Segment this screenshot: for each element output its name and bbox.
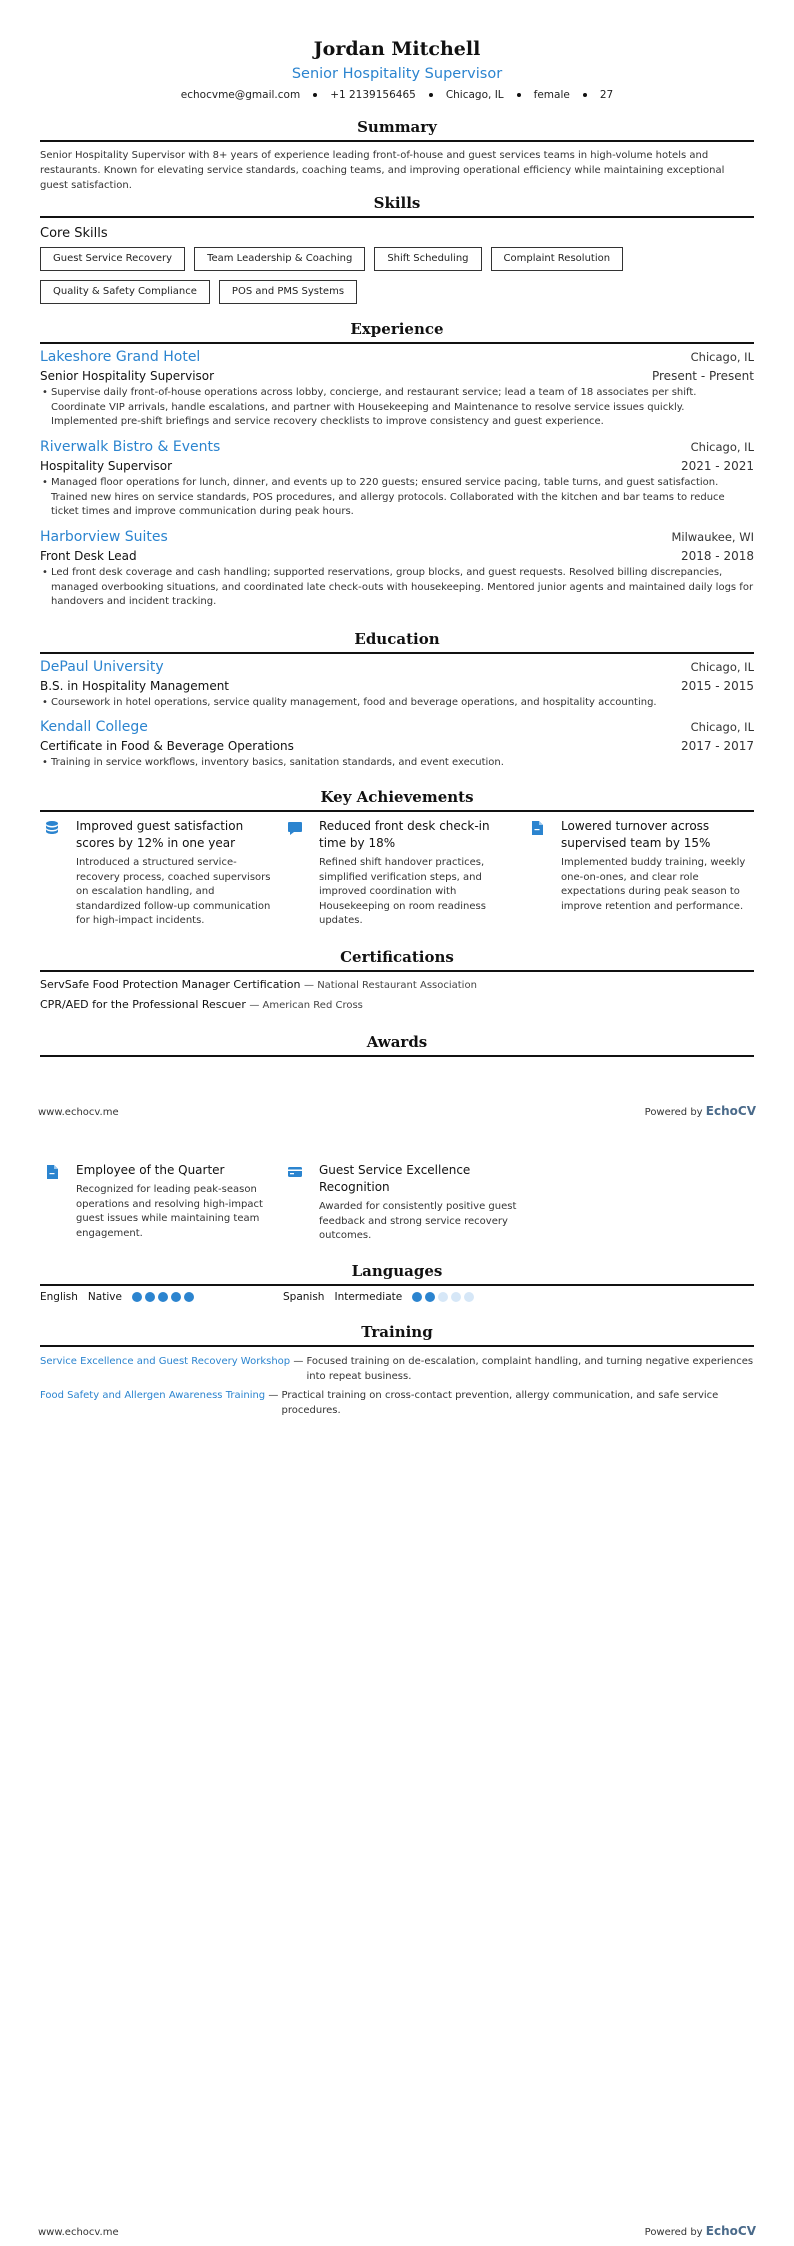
rating-dot-filled [132,1292,142,1302]
rating-dot-empty [464,1292,474,1302]
rating-dot-filled [171,1292,181,1302]
skills-group-label: Core Skills [40,226,108,241]
section-heading: Education [40,630,754,654]
contact-gender: female [533,89,570,101]
rating-dot-filled [184,1292,194,1302]
candidate-title: Senior Hospitality Supervisor [291,66,503,82]
employer-location: Chicago, IL [690,350,754,364]
rating-dot-filled [158,1292,168,1302]
card-icon [287,1164,303,1180]
job-role: Senior Hospitality Supervisor [40,369,215,383]
employer-location: Chicago, IL [690,440,754,454]
awards-section [40,1033,754,1057]
rating-dot-filled [412,1292,422,1302]
job-bullet: • Managed floor operations for lunch, dinner, and events up to 220 guests; ensured service pacing, table turns, and guest satisfaction. Trained new hires on service standards, POS procedures, and allergy protocols. Collaborated with the kitchen and bar teams to reduce ticket times and improve communication during peak hours. [40,476,754,520]
language-level: Native [87,1291,122,1303]
separator-dot [429,93,433,97]
job-bullet: • Supervise daily front-of-house operations across lobby, concierge, and restaurant service; lead a team of 18 associates per shift. Coordinate VIP arrivals, handle escalations, and partner with Housekeeping and Maintenance to resolve service issues quickly. Implemented pre-shift briefings and service recovery checklists to improve consistency and guest experience. [40,386,754,430]
language-rating [412,1292,474,1302]
achievements-section [40,788,754,938]
skill-tag: Quality & Safety Compliance [40,280,210,304]
achievement-text: Refined shift handover practices, simplified verification steps, and improved coordination with Housekeeping on room readiness updates. [319,857,486,926]
job-bullet-text: Led front desk coverage and cash handling; supported reservations, group blocks, and guest requests. Resolved billing discrepancies, managed overbooking situations, and coordinated late check-outs with housekeeping. Mentored junior agents and maintained daily logs for handovers and incident tracking. [51,567,754,607]
rating-dot-filled [425,1292,435,1302]
school-location: Chicago, IL [690,660,754,674]
section-heading: Key Achievements [40,788,754,812]
training-text: Practical training on cross-contact prevention, allergy communication, and safe service procedures. [281,1390,719,1416]
summary-text: Senior Hospitality Supervisor with 8+ years of experience leading front-of-house and guest services teams in high-volume hotels and restaurants. Known for elevating service standards, coaching teams, and improving operational efficiency while maintaining exceptional guest satisfaction. [40,150,725,191]
skill-tag: Team Leadership & Coaching [194,247,365,271]
section-heading: Certifications [40,948,754,972]
section-heading: Awards [40,1033,754,1057]
skills-tag-list [40,247,640,304]
section-heading: Experience [40,320,754,344]
training-text: Focused training on de-escalation, complaint handling, and turning negative experiences into repeat business. [306,1356,754,1382]
training-item: Food Safety and Allergen Awareness Training — Practical training on cross-contact prevention, allergy communication, and safe service procedures. [40,1388,754,1418]
summary-section [40,118,754,193]
language-item [283,1291,474,1303]
employer-name: Harborview Suites [40,529,168,545]
languages-section [40,1262,754,1312]
certification-name: ServSafe Food Protection Manager Certification [40,978,301,991]
award-title: Guest Service Excellence Recognition [319,1163,471,1194]
contact-phone[interactable]: +1 2139156465 [330,89,416,101]
training-item: Service Excellence and Guest Recovery Workshop — Focused training on de-escalation, complaint handling, and turning negative experiences into repeat business. [40,1356,754,1382]
employer-location: Milwaukee, WI [671,530,754,544]
job-dates: 2021 - 2021 [680,459,754,473]
chat-icon [287,820,303,836]
education-entry [40,659,754,711]
achievement-title: Improved guest satisfaction scores by 12% in one year [76,819,244,850]
certification-item: ServSafe Food Protection Manager Certification — National Restaurant Association [40,978,477,991]
achievement-text: Implemented buddy training, weekly one-on-ones, and clear role expectations during peak season to improve retention and performance. [561,857,746,912]
education-bullet-text: Coursework in hotel operations, service quality management, food and beverage operations, and hospitality accounting. [51,697,657,708]
language-rating [132,1292,194,1302]
awards-list [40,1162,754,1242]
job-bullet: • Led front desk coverage and cash handling; supported reservations, group blocks, and guest requests. Resolved billing discrepancies, managed overbooking situations, and coordinated late check-outs with housekeeping. Mentored junior agents and maintained daily logs for handovers and incident tracking. [40,566,754,610]
page-footer [38,1104,756,1118]
achievement-title: Reduced front desk check-in time by 18% [319,819,490,850]
certification-name: CPR/AED for the Professional Rescuer [40,998,246,1011]
page-footer [38,2224,756,2238]
skills-section [40,194,754,304]
employer-name: Lakeshore Grand Hotel [40,349,201,365]
job-dates: Present - Present [651,369,754,383]
footer-powered-by: Powered by [644,2227,703,2238]
education-bullet: • Training in service workflows, inventory basics, sanitation standards, and event execution. [40,756,754,771]
education-bullet: • Coursework in hotel operations, service quality management, food and beverage operations, and hospitality accounting. [40,696,754,711]
skill-tag: Shift Scheduling [374,247,481,271]
section-heading: Languages [40,1262,754,1286]
experience-entry [40,439,754,520]
experience-entry [40,349,754,430]
separator-dot [313,93,317,97]
education-dates: 2015 - 2015 [680,679,754,693]
rating-dot-empty [438,1292,448,1302]
education-dates: 2017 - 2017 [680,739,754,753]
job-dates: 2018 - 2018 [680,549,754,563]
contact-age: 27 [599,89,614,101]
job-bullet-text: Supervise daily front-of-house operations across lobby, concierge, and restaurant service; lead a team of 18 associates per shift. Coordinate VIP arrivals, handle escalations, and partner with Housekeeping and Maintenance to resolve service issues quickly. Implemented pre-shift briefings and service recovery checklists to improve consistency and guest experience. [51,387,697,427]
footer-brand: EchoCV [705,1104,756,1118]
candidate-name: Jordan Mitchell [313,38,481,60]
school-name: Kendall College [40,719,148,735]
degree-name: B.S. in Hospitality Management [40,679,230,693]
language-item [40,1291,194,1303]
database-icon [44,820,60,836]
achievement-title: Lowered turnover across supervised team by 15% [561,819,711,850]
achievement-text: Introduced a structured service-recovery process, coached supervisors on escalation handling, and standardized follow-up communication for high-impact incidents. [76,857,271,926]
certification-issuer: National Restaurant Association [317,980,477,991]
contact-line [0,89,794,101]
degree-name: Certificate in Food & Beverage Operations [40,739,294,753]
experience-entry [40,529,754,610]
job-bullet-text: Managed floor operations for lunch, dinner, and events up to 220 guests; ensured service pacing, table turns, and guest satisfaction. Trained new hires on service standards, POS procedures, and allergy protocols. Collaborated with the kitchen and bar teams to reduce ticket times and improve communication during peak hours. [51,477,725,517]
contact-email[interactable]: echocvme@gmail.com [180,89,301,101]
document-icon [44,1164,60,1180]
section-heading: Training [40,1323,754,1347]
language-name: Spanish [283,1291,325,1303]
experience-section [40,320,754,620]
section-heading: Summary [40,118,754,142]
education-bullet-text: Training in service workflows, inventory basics, sanitation standards, and event execution. [51,757,504,768]
section-heading: Skills [40,194,754,218]
rating-dot-filled [145,1292,155,1302]
separator-dot [517,93,521,97]
skill-tag: Complaint Resolution [491,247,624,271]
separator-dot [583,93,587,97]
skill-tag: POS and PMS Systems [219,280,357,304]
education-entry [40,719,754,771]
skill-tag: Guest Service Recovery [40,247,185,271]
certifications-section [40,948,754,1011]
award-text: Awarded for consistently positive guest feedback and strong service recovery outcomes. [319,1201,517,1241]
rating-dot-empty [451,1292,461,1302]
certification-issuer: American Red Cross [262,1000,363,1011]
training-section [40,1323,754,1418]
award-text: Recognized for leading peak-season operations and resolving high-impact guest issues while maintaining team engagement. [76,1184,263,1239]
language-level: Intermediate [334,1291,403,1303]
job-role: Hospitality Supervisor [40,459,173,473]
resume-header [0,38,794,101]
school-name: DePaul University [40,659,164,675]
footer-website[interactable]: www.echocv.me [38,2227,119,2238]
footer-brand: EchoCV [705,2224,756,2238]
footer-powered-by: Powered by [644,1107,703,1118]
language-name: English [40,1291,78,1303]
certification-item: CPR/AED for the Professional Rescuer — American Red Cross [40,998,363,1011]
school-location: Chicago, IL [690,720,754,734]
job-role: Front Desk Lead [40,549,137,563]
award-title: Employee of the Quarter [76,1163,225,1177]
contact-location: Chicago, IL [445,89,504,101]
training-name[interactable]: Food Safety and Allergen Awareness Training [40,1390,266,1401]
employer-name: Riverwalk Bistro & Events [40,439,221,455]
education-section [40,630,754,780]
training-name[interactable]: Service Excellence and Guest Recovery Workshop [40,1356,291,1367]
footer-website[interactable]: www.echocv.me [38,1107,119,1118]
document-icon [529,820,545,836]
